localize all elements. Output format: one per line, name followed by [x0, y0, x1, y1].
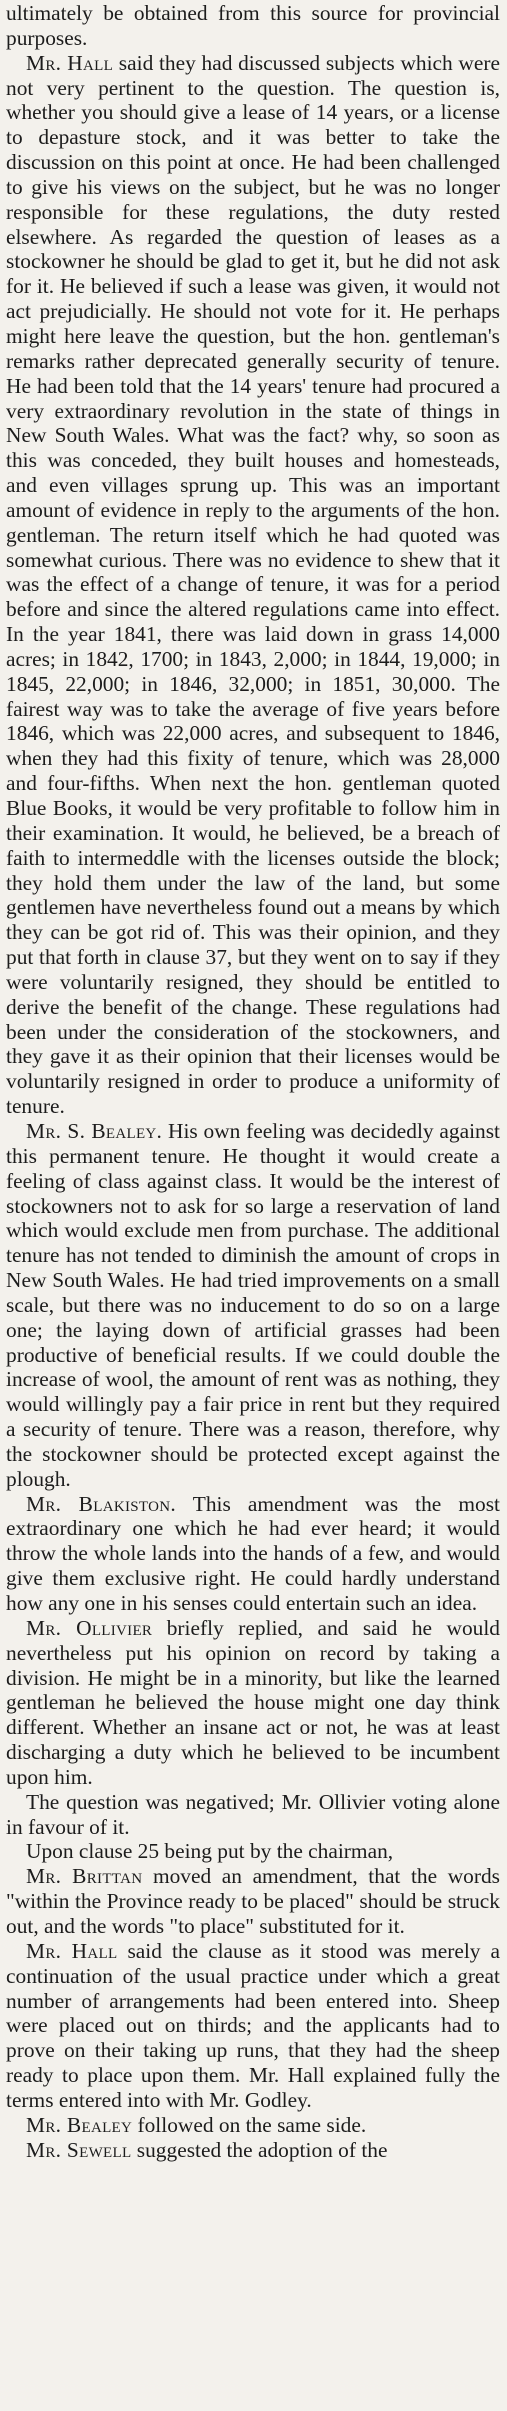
speaker-name: Mr. Sewell	[26, 2137, 132, 2162]
speaker-name: Mr. Hall	[26, 50, 114, 75]
paragraph-8	[6, 1939, 500, 2113]
speaker-name: Mr. Blakiston.	[26, 1491, 177, 1516]
paragraph-9	[6, 2113, 500, 2138]
paragraph-0	[6, 1, 500, 51]
paragraph-text: suggested the adoption of the	[131, 2137, 388, 2162]
paragraph-text: This amendment was the most extraordinary one which he had ever heard; it would throw the whole lands into the hands of a few, and would give them exclusive right. He could hardly understand how any one in his senses could entertain such an idea.	[6, 1491, 501, 1615]
speaker-name: Mr. Ollivier	[26, 1615, 153, 1640]
paragraph-2	[6, 1119, 500, 1492]
speaker-name: Mr. Hall	[26, 1938, 118, 1963]
paragraph-text: His own feeling was decidedly against this permanent tenure. He thought it would create a feeling of class against class. It would be the interest of stockowners not to ask for so large a reservation of land which would exclude men from purchase. The additional tenure has not tended to diminish the amount of crops in New South Wales. He had tried improvements on a small scale, but there was no inducement to do so on a large one; the laying down of artificial grasses had been productive of beneficial results. If we could double the increase of wool, the amount of rent was as nothing, they would willingly pay a fair price in rent but they required a security of tenure. There was a reason, therefore, why the stockowner should be protected except against the plough.	[6, 1118, 500, 1491]
paragraph-text: said the clause as it stood was merely a continuation of the usual practice under which a great number of arrangements had been entered into. Sheep were placed out on thirds; and the applicants had to prove on their taking up runs, that they had the sheep ready to place upon them. Mr. Hall explained fully the terms entered into with Mr. Godley.	[6, 1938, 500, 2112]
paragraph-text: followed on the same side.	[132, 2112, 367, 2137]
paragraph-6	[6, 1839, 500, 1864]
paragraph-3	[6, 1492, 500, 1616]
paragraph-7	[6, 1864, 500, 1939]
paragraph-10	[6, 2138, 500, 2163]
paragraph-4	[6, 1616, 500, 1790]
speaker-name: Mr. S. Bealey.	[26, 1118, 163, 1143]
speaker-name: Mr. Bealey	[26, 2112, 133, 2137]
paragraph-text: The question was negatived; Mr. Ollivier voting alone in favour of it.	[6, 1789, 500, 1839]
paragraph-text: moved an amendment, that the words "within the Province ready to be placed" should be struck out, and the words "to place" substituted for it.	[6, 1864, 501, 1938]
paragraph-text: said they had discussed subjects which were not very pertinent to the question. The question is, whether you should give a lease of 14 years, or a license to depasture stock, and it was better to take the discussion on this point at once. He had been challenged to give his views on the subject, but he was no longer responsible for these regulations, the duty rested elsewhere. As regarded the question of leases as a stockowner he should be glad to get it, but he did not ask for it. He believed if such a lease was given, it would not act prejudicially. He should not vote for it. He perhaps might here leave the question, but the hon. gentleman's remarks rather deprecated generally security of tenure. He had been told that the 14 years' tenure had procured a very extraordinary revolution in the state of things in New South Wales. What was the fact? why, so soon as this was conceded, they built houses and homesteads, and even villages sprung up. This was an important amount of evidence in reply to the arguments of the hon. gentleman. The return itself which he had quoted was somewhat curious. There was no evidence to shew that it was the effect of a change of tenure, it was for a period before and since the altered regulations came into effect. In the year 1841, there was laid down in grass 14,000 acres; in 1842, 1700; in 1843, 2,000; in 1844, 19,000; in 1845, 22,000; in 1846, 32,000; in 1851, 30,000. The fairest way was to take the average of five years before 1846, which was 22,000 acres, and subsequent to 1846, when they had this fixity of tenure, which was 28,000 and four-fifths. When next the hon. gentleman quoted Blue Books, it would be very profitable to follow him in their examination. It would, he believed, be a breach of faith to intermeddle with the licenses outside the block; they hold them under the law of the land, but some gentlemen have nevertheless found out a means by which they can be got rid of. This was their opinion, and they put that forth in clause 37, but they went on to say if they were voluntarily resigned, they should be entitled to derive the benefit of the change. These regulations had been under the consideration of the stockowners, and they gave it as their opinion that their licenses would be voluntarily resigned in order to produce a uniformity of tenure.	[6, 50, 500, 1119]
paragraph-1	[6, 51, 500, 1119]
paragraph-text: ultimately be obtained from this source for provincial purposes.	[6, 1, 500, 50]
speaker-name: Mr. Brittan	[26, 1864, 143, 1889]
paragraph-text: Upon clause 25 being put by the chairman,	[26, 1839, 394, 1864]
paragraph-text: briefly replied, and said he would nevertheless put his opinion on record by taking a division. He might be in a minority, but like the learned gentleman he believed the house might one day think different. Whether an insane act or not, he was at least discharging a duty which he believed to be incumbent upon him.	[6, 1615, 500, 1789]
paragraph-5	[6, 1790, 500, 1840]
